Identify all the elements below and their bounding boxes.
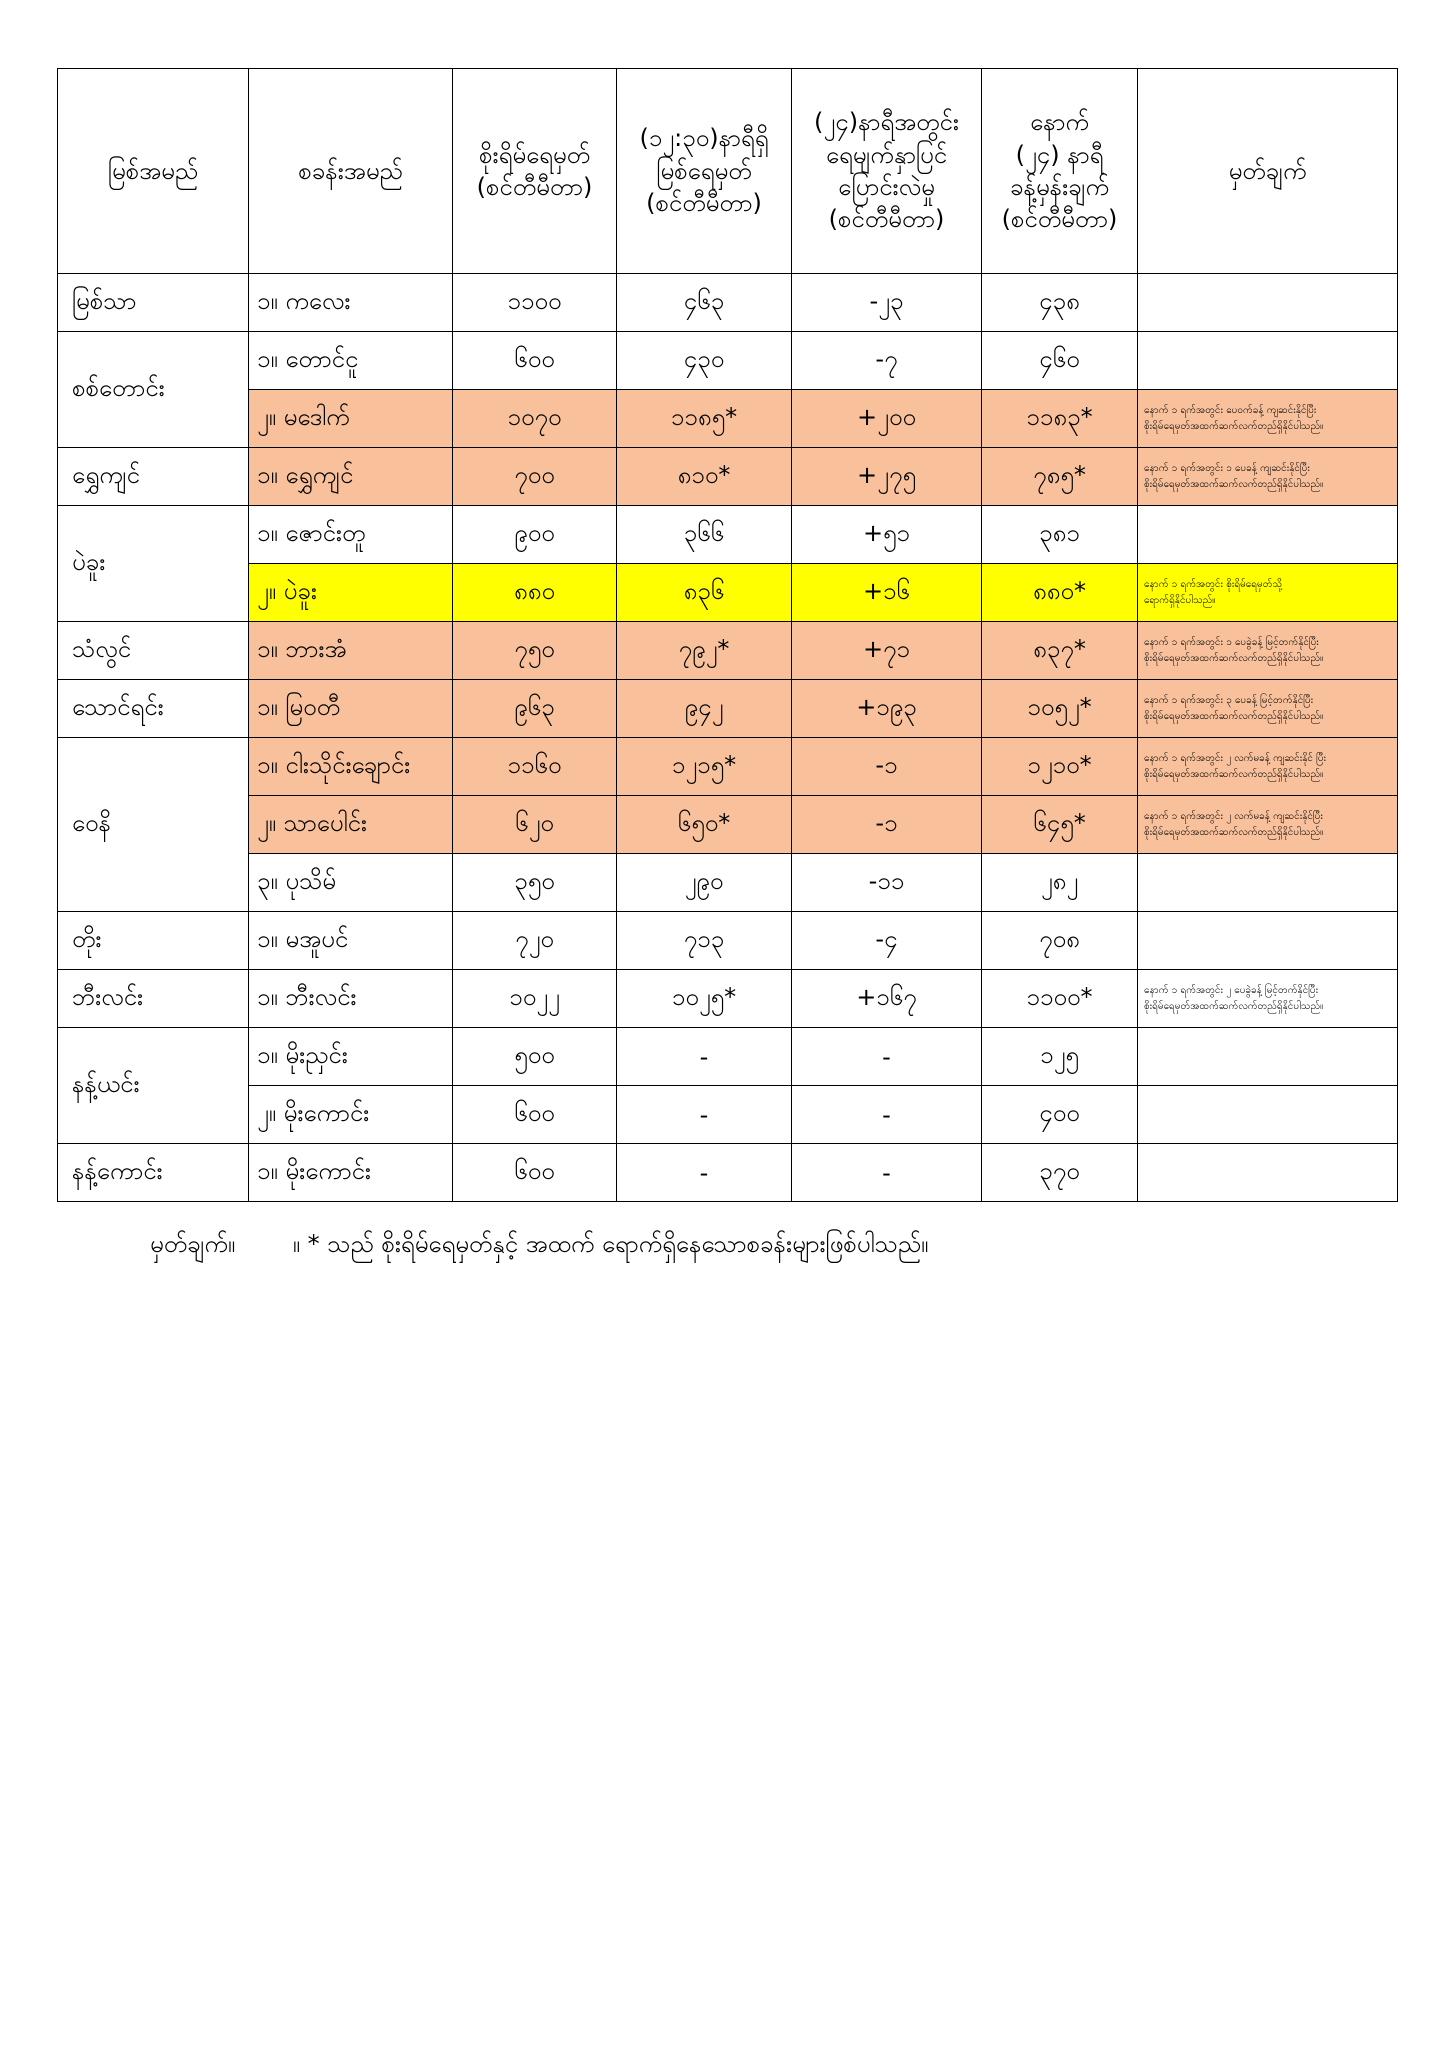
current-level-cell: -: [617, 1144, 792, 1202]
danger-level-cell: ၈၈၀: [453, 564, 617, 622]
level-change-cell: -၇: [792, 332, 982, 390]
level-change-cell: +၅၁: [792, 506, 982, 564]
current-level-cell: ၆၅၀*: [617, 796, 792, 854]
table-row: [58, 912, 1398, 970]
danger-level-cell: ၇၀၀: [453, 448, 617, 506]
level-change-cell: -၁၁: [792, 854, 982, 912]
danger-level-cell: ၅၀၀: [453, 1028, 617, 1086]
station-name-cell: ၁။ မိုးညှင်း: [249, 1028, 453, 1086]
forecast-cell: ၁၁၀၀*: [982, 970, 1138, 1028]
level-change-cell: -: [792, 1086, 982, 1144]
forecast-cell: ၃၈၁: [982, 506, 1138, 564]
table-row: [58, 738, 1398, 796]
station-name-cell: ၁။ ဇောင်းတူ: [249, 506, 453, 564]
table-row: [58, 390, 1398, 448]
table-row: [58, 564, 1398, 622]
header-change: (၂၄)နာရီအတွင်း ရေမျက်နှာပြင် ပြောင်းလဲမှု (စင်တီမီတာ): [792, 69, 982, 274]
forecast-cell: ၇၀၈: [982, 912, 1138, 970]
table-row: [58, 1144, 1398, 1202]
remark-cell: နောက် ၁ ရက်အတွင်း ၁ ပေခန့် ကျဆင်းနိုင်ပြီး စိုးရိမ်ရေမှတ်အထက်ဆက်လက်တည်ရှိနိုင်ပါသည်။: [1138, 448, 1398, 506]
forecast-cell: ၁၀၅၂*: [982, 680, 1138, 738]
header-danger-level: စိုးရိမ်ရေမှတ် (စင်တီမီတာ): [453, 69, 617, 274]
footnote-label: မှတ်ချက်။: [150, 1230, 236, 1258]
current-level-cell: ၉၄၂: [617, 680, 792, 738]
current-level-cell: ၃၆၆: [617, 506, 792, 564]
level-change-cell: +၁၆: [792, 564, 982, 622]
danger-level-cell: ၁၀၇၀: [453, 390, 617, 448]
header-station: စခန်းအမည်: [249, 69, 453, 274]
level-change-cell: +၁၉၃: [792, 680, 982, 738]
remark-cell: နောက် ၁ ရက်အတွင်း စိုးရိမ်ရေမှတ်သို့ ရောက်ရှိနိုင်ပါသည်။: [1138, 564, 1398, 622]
station-name-cell: ၁။ တောင်ငူ: [249, 332, 453, 390]
remark-cell: [1138, 1144, 1398, 1202]
river-name-cell: ဘီးလင်း: [58, 970, 249, 1028]
station-name-cell: ၂။ ပဲခူး: [249, 564, 453, 622]
danger-level-cell: ၇၅၀: [453, 622, 617, 680]
table-row: [58, 332, 1398, 390]
table-row: [58, 506, 1398, 564]
remark-cell: နောက် ၁ ရက်အတွင်း ၂ ပေခွဲခန့် မြင့်တက်နိုင်ပြီး စိုးရိမ်ရေမှတ်အထက်ဆက်လက်တည်ရှိနိုင်ပါသည်။: [1138, 970, 1398, 1028]
level-change-cell: +၁၆၇: [792, 970, 982, 1028]
remark-cell: နောက် ၁ ရက်အတွင်း ၁ ပေခွဲခန့် မြင့်တက်နိုင်ပြီး စိုးရိမ်ရေမှတ်အထက်ဆက်လက်တည်ရှိနိုင်ပါသည်။: [1138, 622, 1398, 680]
table-header-row: [58, 69, 1398, 274]
forecast-cell: ၁၂၅: [982, 1028, 1138, 1086]
level-change-cell: -: [792, 1144, 982, 1202]
remark-cell: [1138, 854, 1398, 912]
level-change-cell: -: [792, 1028, 982, 1086]
remark-cell: [1138, 506, 1398, 564]
table-row: [58, 622, 1398, 680]
river-name-cell: မြစ်သာ: [58, 274, 249, 332]
level-change-cell: +၂၇၅: [792, 448, 982, 506]
danger-level-cell: ၆၂၀: [453, 796, 617, 854]
level-change-cell: -၄: [792, 912, 982, 970]
danger-level-cell: ၁၀၂၂: [453, 970, 617, 1028]
danger-level-cell: ၁၁၀၀: [453, 274, 617, 332]
station-name-cell: ၂။ သာပေါင်း: [249, 796, 453, 854]
table-row: [58, 274, 1398, 332]
remark-cell: [1138, 1086, 1398, 1144]
forecast-cell: ၁၁၈၃*: [982, 390, 1138, 448]
station-name-cell: ၁။ ရွှေကျင်: [249, 448, 453, 506]
current-level-cell: ၁၀၂၅*: [617, 970, 792, 1028]
station-name-cell: ၁။ ငါးသိုင်းချောင်း: [249, 738, 453, 796]
station-name-cell: ၁။ မအူပင်: [249, 912, 453, 970]
remark-cell: နောက် ၁ ရက်အတွင်း ၂ လက်မခန့် ကျဆင်းနိုင်ပြီး စိုးရိမ်ရေမှတ်အထက်ဆက်လက်တည်ရှိနိုင်ပါသည်။: [1138, 796, 1398, 854]
footnote: [150, 1228, 928, 1264]
river-name-cell: ပဲခူး: [58, 506, 249, 622]
current-level-cell: -: [617, 1028, 792, 1086]
table-row: [58, 1086, 1398, 1144]
forecast-cell: ၄၀၀: [982, 1086, 1138, 1144]
river-name-cell: ဝေနိ: [58, 738, 249, 912]
current-level-cell: ၇၁၃: [617, 912, 792, 970]
station-name-cell: ၁။ မြဝတီ: [249, 680, 453, 738]
forecast-cell: ၆၄၅*: [982, 796, 1138, 854]
header-river: မြစ်အမည်: [58, 69, 249, 274]
river-level-table: [57, 68, 1398, 1202]
current-level-cell: ၈၃၆: [617, 564, 792, 622]
current-level-cell: ၄၃၀: [617, 332, 792, 390]
station-name-cell: ၁။ ဘားအံ: [249, 622, 453, 680]
danger-level-cell: ၃၅၀: [453, 854, 617, 912]
station-name-cell: ၁။ မိုးကောင်း: [249, 1144, 453, 1202]
station-name-cell: ၂။ မိုးကောင်း: [249, 1086, 453, 1144]
header-forecast: နောက် (၂၄) နာရီ ခန့်မှန်းချက် (စင်တီမီတာ): [982, 69, 1138, 274]
header-remark: မှတ်ချက်: [1138, 69, 1398, 274]
current-level-cell: ၁၂၁၅*: [617, 738, 792, 796]
level-change-cell: +၇၁: [792, 622, 982, 680]
table-row: [58, 796, 1398, 854]
danger-level-cell: ၆၀၀: [453, 1086, 617, 1144]
header-current-level: (၁၂:၃၀)နာရီရှိ မြစ်ရေမှတ် (စင်တီမီတာ): [617, 69, 792, 274]
river-name-cell: သောင်ရင်း: [58, 680, 249, 738]
danger-level-cell: ၁၁၆၀: [453, 738, 617, 796]
danger-level-cell: ၆၀၀: [453, 1144, 617, 1202]
current-level-cell: ၂၉၀: [617, 854, 792, 912]
remark-cell: နောက် ၁ ရက်အတွင်း ၂ လက်မခန့် ကျဆင်းနိုင် ပြီး စိုးရိမ်ရေမှတ်အထက်ဆက်လက်တည်ရှိနိုင်ပါသည်။: [1138, 738, 1398, 796]
river-name-cell: တိုး: [58, 912, 249, 970]
river-name-cell: နန့်ယင်း: [58, 1028, 249, 1144]
table-row: [58, 970, 1398, 1028]
table-row: [58, 854, 1398, 912]
forecast-cell: ၂၈၂: [982, 854, 1138, 912]
table-row: [58, 448, 1398, 506]
footnote-text: ။ * သည် စိုးရိမ်ရေမှတ်နှင့် အထက် ရောက်ရှိနေသောစခန်းများဖြစ်ပါသည်။: [292, 1230, 929, 1258]
danger-level-cell: ၉၀၀: [453, 506, 617, 564]
river-name-cell: နန့်ကောင်း: [58, 1144, 249, 1202]
forecast-cell: ၇၈၅*: [982, 448, 1138, 506]
table-row: [58, 1028, 1398, 1086]
river-name-cell: ရွှေကျင်: [58, 448, 249, 506]
current-level-cell: ၁၁၈၅*: [617, 390, 792, 448]
table-row: [58, 680, 1398, 738]
station-name-cell: ၂။ မဒေါက်: [249, 390, 453, 448]
danger-level-cell: ၉၆၃: [453, 680, 617, 738]
forecast-cell: ၄၆၀: [982, 332, 1138, 390]
forecast-cell: ၈၈၀*: [982, 564, 1138, 622]
river-name-cell: စစ်တောင်း: [58, 332, 249, 448]
current-level-cell: ၈၁၀*: [617, 448, 792, 506]
level-change-cell: -၂၃: [792, 274, 982, 332]
current-level-cell: ၇၉၂*: [617, 622, 792, 680]
station-name-cell: ၁။ ကလေး: [249, 274, 453, 332]
remark-cell: [1138, 332, 1398, 390]
level-change-cell: -၁: [792, 738, 982, 796]
remark-cell: [1138, 274, 1398, 332]
level-change-cell: +၂၀၀: [792, 390, 982, 448]
danger-level-cell: ၇၂၀: [453, 912, 617, 970]
current-level-cell: ၄၆၃: [617, 274, 792, 332]
remark-cell: [1138, 1028, 1398, 1086]
level-change-cell: -၁: [792, 796, 982, 854]
forecast-cell: ၄၃၈: [982, 274, 1138, 332]
station-name-cell: ၃။ ပုသိမ်: [249, 854, 453, 912]
forecast-cell: ၃၇၀: [982, 1144, 1138, 1202]
remark-cell: နောက် ၁ ရက်အတွင်း ပေ၀က်ခန့် ကျဆင်းနိုင်ပြီး စိုးရိမ်ရေမှတ်အထက်ဆက်လက်တည်ရှိနိုင်ပါသည်။: [1138, 390, 1398, 448]
remark-cell: နောက် ၁ ရက်အတွင်း ၃ ပေခန့် မြင့်တက်နိုင်ပြီး စိုးရိမ်ရေမှတ်အထက်ဆက်လက်တည်ရှိနိုင်ပါသည်။: [1138, 680, 1398, 738]
station-name-cell: ၁။ ဘီးလင်း: [249, 970, 453, 1028]
forecast-cell: ၁၂၁၀*: [982, 738, 1138, 796]
danger-level-cell: ၆၀၀: [453, 332, 617, 390]
remark-cell: [1138, 912, 1398, 970]
river-name-cell: သံလွင်: [58, 622, 249, 680]
current-level-cell: -: [617, 1086, 792, 1144]
forecast-cell: ၈၃၇*: [982, 622, 1138, 680]
